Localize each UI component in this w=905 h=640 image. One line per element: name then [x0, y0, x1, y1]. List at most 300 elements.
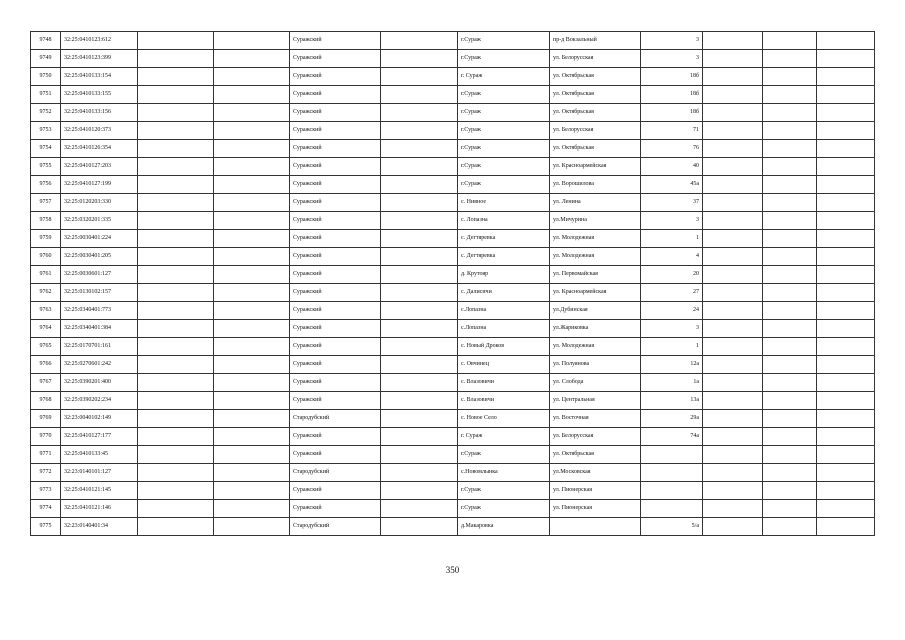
cell-cadastral-number: 32:25:0340401:384 — [61, 320, 138, 338]
cell-cadastral-number: 32:25:0170701:161 — [61, 338, 138, 356]
cell-empty-5 — [763, 230, 817, 248]
cell-empty-5 — [763, 338, 817, 356]
cell-empty-2 — [214, 194, 290, 212]
cell-cadastral-number: 32:25:0410133:156 — [61, 104, 138, 122]
cell-locality: д. Крутояр — [458, 266, 550, 284]
cell-empty-2 — [214, 320, 290, 338]
cell-empty-3 — [381, 68, 458, 86]
cell-cadastral-number: 32:25:0390202:234 — [61, 392, 138, 410]
cell-locality: г.Сураж — [458, 32, 550, 50]
cell-empty-1 — [138, 194, 214, 212]
cell-empty-6 — [817, 374, 875, 392]
cell-row-number: 9756 — [31, 176, 61, 194]
cell-row-number: 9765 — [31, 338, 61, 356]
cell-district: Суражский — [290, 158, 381, 176]
table-row — [31, 482, 875, 500]
cell-empty-3 — [381, 140, 458, 158]
cell-empty-3 — [381, 464, 458, 482]
cell-locality: с. Новое Село — [458, 410, 550, 428]
cell-empty-6 — [817, 446, 875, 464]
cell-cadastral-number: 32:25:0410123:399 — [61, 50, 138, 68]
cell-empty-1 — [138, 500, 214, 518]
cell-empty-2 — [214, 428, 290, 446]
cell-locality: с. Лопазна — [458, 212, 550, 230]
cell-empty-2 — [214, 374, 290, 392]
cell-row-number: 9758 — [31, 212, 61, 230]
cell-empty-6 — [817, 302, 875, 320]
cell-cadastral-number: 32:25:0410127:199 — [61, 176, 138, 194]
cell-district: Суражский — [290, 482, 381, 500]
cell-empty-5 — [763, 482, 817, 500]
cell-empty-3 — [381, 194, 458, 212]
cell-district: Суражский — [290, 68, 381, 86]
cell-empty-1 — [138, 158, 214, 176]
cell-street: ул. Пионерская — [550, 482, 641, 500]
cell-empty-2 — [214, 338, 290, 356]
cell-district: Суражский — [290, 230, 381, 248]
cell-empty-4 — [703, 104, 763, 122]
cell-empty-3 — [381, 158, 458, 176]
cell-empty-3 — [381, 266, 458, 284]
cell-street: ул. Молодежная — [550, 338, 641, 356]
cell-empty-6 — [817, 320, 875, 338]
cell-house-number: 18б — [641, 86, 703, 104]
cell-locality: г.Сураж — [458, 446, 550, 464]
cell-empty-2 — [214, 500, 290, 518]
cell-empty-3 — [381, 176, 458, 194]
cell-empty-6 — [817, 230, 875, 248]
cell-empty-5 — [763, 212, 817, 230]
cell-house-number: 20 — [641, 266, 703, 284]
cell-locality: с. Влазовичи — [458, 392, 550, 410]
cell-row-number: 9760 — [31, 248, 61, 266]
cell-empty-3 — [381, 518, 458, 536]
cell-empty-5 — [763, 194, 817, 212]
cell-house-number: 40 — [641, 158, 703, 176]
table-row — [31, 32, 875, 50]
cell-empty-2 — [214, 482, 290, 500]
cell-empty-2 — [214, 284, 290, 302]
cell-street: ул. Центральная — [550, 392, 641, 410]
cell-empty-3 — [381, 32, 458, 50]
cell-empty-6 — [817, 464, 875, 482]
cell-empty-3 — [381, 248, 458, 266]
table-row — [31, 356, 875, 374]
cell-empty-5 — [763, 410, 817, 428]
cell-locality: с.Новомлынка — [458, 464, 550, 482]
cell-empty-5 — [763, 320, 817, 338]
cell-empty-5 — [763, 86, 817, 104]
cell-empty-4 — [703, 32, 763, 50]
cell-empty-3 — [381, 374, 458, 392]
cell-empty-2 — [214, 248, 290, 266]
cell-locality: с. Новый Дроков — [458, 338, 550, 356]
cell-empty-6 — [817, 392, 875, 410]
cell-empty-3 — [381, 104, 458, 122]
cell-district: Суражский — [290, 122, 381, 140]
cell-empty-1 — [138, 446, 214, 464]
cell-district: Суражский — [290, 302, 381, 320]
cell-row-number: 9775 — [31, 518, 61, 536]
cell-cadastral-number: 32:25:0410127:203 — [61, 158, 138, 176]
table-row — [31, 302, 875, 320]
cell-empty-6 — [817, 176, 875, 194]
cell-empty-2 — [214, 212, 290, 230]
cell-empty-4 — [703, 518, 763, 536]
cell-house-number: 74а — [641, 428, 703, 446]
cell-empty-2 — [214, 86, 290, 104]
cell-locality: с.Лопазна — [458, 320, 550, 338]
cell-district: Суражский — [290, 212, 381, 230]
cell-cadastral-number: 32:25:0320201:335 — [61, 212, 138, 230]
cell-empty-2 — [214, 140, 290, 158]
cell-empty-2 — [214, 464, 290, 482]
cell-row-number: 9748 — [31, 32, 61, 50]
cell-house-number: 3 — [641, 212, 703, 230]
cell-cadastral-number: 32:23:0040102:149 — [61, 410, 138, 428]
cell-row-number: 9761 — [31, 266, 61, 284]
table-row — [31, 446, 875, 464]
cell-locality: с. Далисичи — [458, 284, 550, 302]
cell-empty-4 — [703, 302, 763, 320]
cell-street: ул. Красноармейская — [550, 284, 641, 302]
table-row — [31, 140, 875, 158]
cell-district: Суражский — [290, 428, 381, 446]
cell-row-number: 9753 — [31, 122, 61, 140]
cell-house-number: 18б — [641, 68, 703, 86]
cell-empty-3 — [381, 212, 458, 230]
cell-cadastral-number: 32:25:0340401:773 — [61, 302, 138, 320]
cell-empty-4 — [703, 194, 763, 212]
cell-row-number: 9768 — [31, 392, 61, 410]
cell-row-number: 9766 — [31, 356, 61, 374]
cell-cadastral-number: 32:25:0410121:146 — [61, 500, 138, 518]
cell-empty-5 — [763, 122, 817, 140]
cell-empty-6 — [817, 284, 875, 302]
cell-house-number — [641, 482, 703, 500]
cell-empty-5 — [763, 284, 817, 302]
cell-house-number: 12а — [641, 356, 703, 374]
cell-district: Стародубский — [290, 518, 381, 536]
cell-house-number: 3 — [641, 320, 703, 338]
cell-house-number: 27 — [641, 284, 703, 302]
cell-row-number: 9774 — [31, 500, 61, 518]
cell-cadastral-number: 32:25:0270601:242 — [61, 356, 138, 374]
table-row — [31, 464, 875, 482]
cell-locality: с. Дегтяревка — [458, 230, 550, 248]
cell-house-number: 71 — [641, 122, 703, 140]
cell-empty-3 — [381, 500, 458, 518]
cell-empty-2 — [214, 230, 290, 248]
cell-locality: с. Влазовичи — [458, 374, 550, 392]
cell-empty-5 — [763, 500, 817, 518]
cell-empty-2 — [214, 50, 290, 68]
cell-street — [550, 518, 641, 536]
cell-district: Суражский — [290, 500, 381, 518]
cell-empty-1 — [138, 212, 214, 230]
cell-empty-2 — [214, 518, 290, 536]
cell-house-number: 76 — [641, 140, 703, 158]
cell-street: ул. Слобода — [550, 374, 641, 392]
table-row — [31, 50, 875, 68]
cell-street: ул. Ленина — [550, 194, 641, 212]
cell-street: ул. Первомайская — [550, 266, 641, 284]
cell-locality: г.Сураж — [458, 140, 550, 158]
cell-empty-1 — [138, 374, 214, 392]
cell-row-number: 9769 — [31, 410, 61, 428]
cell-row-number: 9764 — [31, 320, 61, 338]
cell-empty-3 — [381, 50, 458, 68]
cell-row-number: 9762 — [31, 284, 61, 302]
cell-empty-5 — [763, 518, 817, 536]
cell-empty-6 — [817, 104, 875, 122]
cell-empty-2 — [214, 446, 290, 464]
cell-locality: г.Сураж — [458, 176, 550, 194]
cell-cadastral-number: 32:25:0120203:330 — [61, 194, 138, 212]
cell-district: Суражский — [290, 86, 381, 104]
table-row — [31, 158, 875, 176]
cell-empty-1 — [138, 68, 214, 86]
cell-street: ул.Дубинская — [550, 302, 641, 320]
cell-street: ул.Жариковка — [550, 320, 641, 338]
cell-street: ул. Молодежная — [550, 248, 641, 266]
cell-empty-3 — [381, 446, 458, 464]
cell-street: ул. Белорусская — [550, 50, 641, 68]
cell-locality: г. Сураж — [458, 428, 550, 446]
cell-empty-4 — [703, 464, 763, 482]
cell-row-number: 9773 — [31, 482, 61, 500]
cell-street: ул.Московская — [550, 464, 641, 482]
cell-locality: с. Дегтяревка — [458, 248, 550, 266]
cell-empty-6 — [817, 356, 875, 374]
cell-empty-5 — [763, 374, 817, 392]
table-row — [31, 212, 875, 230]
cell-locality: г.Сураж — [458, 86, 550, 104]
cell-empty-6 — [817, 86, 875, 104]
cell-cadastral-number: 32:25:0410120:373 — [61, 122, 138, 140]
cell-district: Суражский — [290, 32, 381, 50]
cell-empty-4 — [703, 122, 763, 140]
cell-empty-4 — [703, 482, 763, 500]
cell-empty-3 — [381, 122, 458, 140]
cell-empty-4 — [703, 284, 763, 302]
cell-empty-6 — [817, 428, 875, 446]
cell-empty-4 — [703, 140, 763, 158]
cell-row-number: 9752 — [31, 104, 61, 122]
cell-locality: д.Макаровка — [458, 518, 550, 536]
cell-house-number: 45а — [641, 176, 703, 194]
cell-house-number: 1а — [641, 374, 703, 392]
cell-empty-4 — [703, 266, 763, 284]
cell-empty-4 — [703, 428, 763, 446]
cell-empty-4 — [703, 68, 763, 86]
cell-cadastral-number: 32:25:0410133:155 — [61, 86, 138, 104]
cell-house-number: 37 — [641, 194, 703, 212]
cell-empty-2 — [214, 392, 290, 410]
cell-empty-2 — [214, 122, 290, 140]
cell-empty-6 — [817, 266, 875, 284]
cell-district: Суражский — [290, 140, 381, 158]
cell-empty-4 — [703, 230, 763, 248]
cell-empty-3 — [381, 482, 458, 500]
cell-empty-1 — [138, 302, 214, 320]
table-row — [31, 320, 875, 338]
cell-house-number — [641, 464, 703, 482]
cell-empty-4 — [703, 248, 763, 266]
cell-house-number: 1 — [641, 230, 703, 248]
cell-street: ул.Мичурина — [550, 212, 641, 230]
cell-empty-4 — [703, 320, 763, 338]
cell-house-number: 5/а — [641, 518, 703, 536]
cell-empty-1 — [138, 104, 214, 122]
cell-locality: с. Овчинец — [458, 356, 550, 374]
cell-locality: с. Нивное — [458, 194, 550, 212]
cell-district: Суражский — [290, 104, 381, 122]
cell-empty-1 — [138, 410, 214, 428]
cell-empty-6 — [817, 140, 875, 158]
cell-empty-1 — [138, 32, 214, 50]
table-row — [31, 410, 875, 428]
cell-empty-6 — [817, 212, 875, 230]
cell-cadastral-number: 32:25:0030601:127 — [61, 266, 138, 284]
cell-empty-6 — [817, 410, 875, 428]
cell-locality: г.Сураж — [458, 122, 550, 140]
table-row — [31, 266, 875, 284]
cell-house-number: 24 — [641, 302, 703, 320]
cell-row-number: 9759 — [31, 230, 61, 248]
cell-empty-6 — [817, 338, 875, 356]
cell-empty-1 — [138, 50, 214, 68]
cell-empty-1 — [138, 338, 214, 356]
table-row — [31, 122, 875, 140]
cell-empty-5 — [763, 32, 817, 50]
cell-cadastral-number: 32:25:0030401:224 — [61, 230, 138, 248]
cell-empty-5 — [763, 356, 817, 374]
cell-empty-5 — [763, 104, 817, 122]
table-row — [31, 500, 875, 518]
cell-street: ул. Октябрьская — [550, 104, 641, 122]
cell-empty-1 — [138, 284, 214, 302]
cell-street: пр-д Вокзальный — [550, 32, 641, 50]
cell-empty-5 — [763, 302, 817, 320]
table-row — [31, 338, 875, 356]
cell-empty-3 — [381, 392, 458, 410]
cell-empty-4 — [703, 392, 763, 410]
cell-empty-1 — [138, 428, 214, 446]
cell-house-number: 18б — [641, 104, 703, 122]
cell-row-number: 9754 — [31, 140, 61, 158]
cell-row-number: 9763 — [31, 302, 61, 320]
cell-empty-4 — [703, 176, 763, 194]
cell-empty-4 — [703, 500, 763, 518]
cell-empty-5 — [763, 446, 817, 464]
cell-empty-5 — [763, 50, 817, 68]
cell-row-number: 9772 — [31, 464, 61, 482]
cell-empty-5 — [763, 392, 817, 410]
cell-street: ул. Октябрьская — [550, 68, 641, 86]
cell-empty-6 — [817, 32, 875, 50]
cell-street: ул. Белорусская — [550, 122, 641, 140]
cell-house-number: 13а — [641, 392, 703, 410]
cell-district: Суражский — [290, 176, 381, 194]
cell-empty-6 — [817, 518, 875, 536]
cell-street: ул. Восточная — [550, 410, 641, 428]
cell-empty-2 — [214, 410, 290, 428]
cell-empty-3 — [381, 86, 458, 104]
cell-empty-6 — [817, 158, 875, 176]
cell-district: Суражский — [290, 356, 381, 374]
cell-empty-1 — [138, 356, 214, 374]
cell-empty-5 — [763, 68, 817, 86]
cell-locality: г.Сураж — [458, 158, 550, 176]
cell-street: ул. Белорусская — [550, 428, 641, 446]
cell-street: ул. Пионерская — [550, 500, 641, 518]
cell-locality: г.Сураж — [458, 50, 550, 68]
cell-empty-2 — [214, 302, 290, 320]
cell-row-number: 9771 — [31, 446, 61, 464]
cell-cadastral-number: 32:25:0410133:45 — [61, 446, 138, 464]
cell-locality: г.Сураж — [458, 104, 550, 122]
cell-empty-5 — [763, 266, 817, 284]
cell-house-number — [641, 446, 703, 464]
cell-empty-5 — [763, 248, 817, 266]
cell-cadastral-number: 32:25:0030401:205 — [61, 248, 138, 266]
cell-house-number: 1 — [641, 338, 703, 356]
table-row — [31, 284, 875, 302]
cell-empty-5 — [763, 158, 817, 176]
cell-locality: г. Сураж — [458, 68, 550, 86]
cell-locality: с.Лопазна — [458, 302, 550, 320]
cell-empty-1 — [138, 248, 214, 266]
cell-row-number: 9749 — [31, 50, 61, 68]
cell-empty-3 — [381, 284, 458, 302]
cell-empty-4 — [703, 374, 763, 392]
cell-empty-3 — [381, 356, 458, 374]
page-number: 350 — [445, 565, 460, 575]
cell-empty-3 — [381, 428, 458, 446]
cell-empty-1 — [138, 482, 214, 500]
cell-house-number: 4 — [641, 248, 703, 266]
cell-empty-2 — [214, 104, 290, 122]
cell-cadastral-number: 32:23:0140101:127 — [61, 464, 138, 482]
table-row — [31, 194, 875, 212]
cell-empty-3 — [381, 302, 458, 320]
cell-empty-6 — [817, 194, 875, 212]
cell-district: Суражский — [290, 50, 381, 68]
table-row — [31, 428, 875, 446]
table-row — [31, 230, 875, 248]
cell-house-number: 29а — [641, 410, 703, 428]
cell-empty-2 — [214, 68, 290, 86]
cell-empty-2 — [214, 32, 290, 50]
cell-street: ул. Октябрьская — [550, 86, 641, 104]
cell-house-number — [641, 500, 703, 518]
cell-empty-3 — [381, 230, 458, 248]
cell-street: ул. Октябрьская — [550, 140, 641, 158]
cell-cadastral-number: 32:25:0410127:177 — [61, 428, 138, 446]
cell-row-number: 9757 — [31, 194, 61, 212]
cell-empty-1 — [138, 122, 214, 140]
cell-empty-3 — [381, 338, 458, 356]
cell-district: Стародубский — [290, 464, 381, 482]
cell-cadastral-number: 32:25:0130102:157 — [61, 284, 138, 302]
cell-empty-1 — [138, 266, 214, 284]
cell-empty-4 — [703, 338, 763, 356]
cell-district: Суражский — [290, 320, 381, 338]
cell-empty-4 — [703, 158, 763, 176]
cell-district: Суражский — [290, 284, 381, 302]
table-row — [31, 176, 875, 194]
